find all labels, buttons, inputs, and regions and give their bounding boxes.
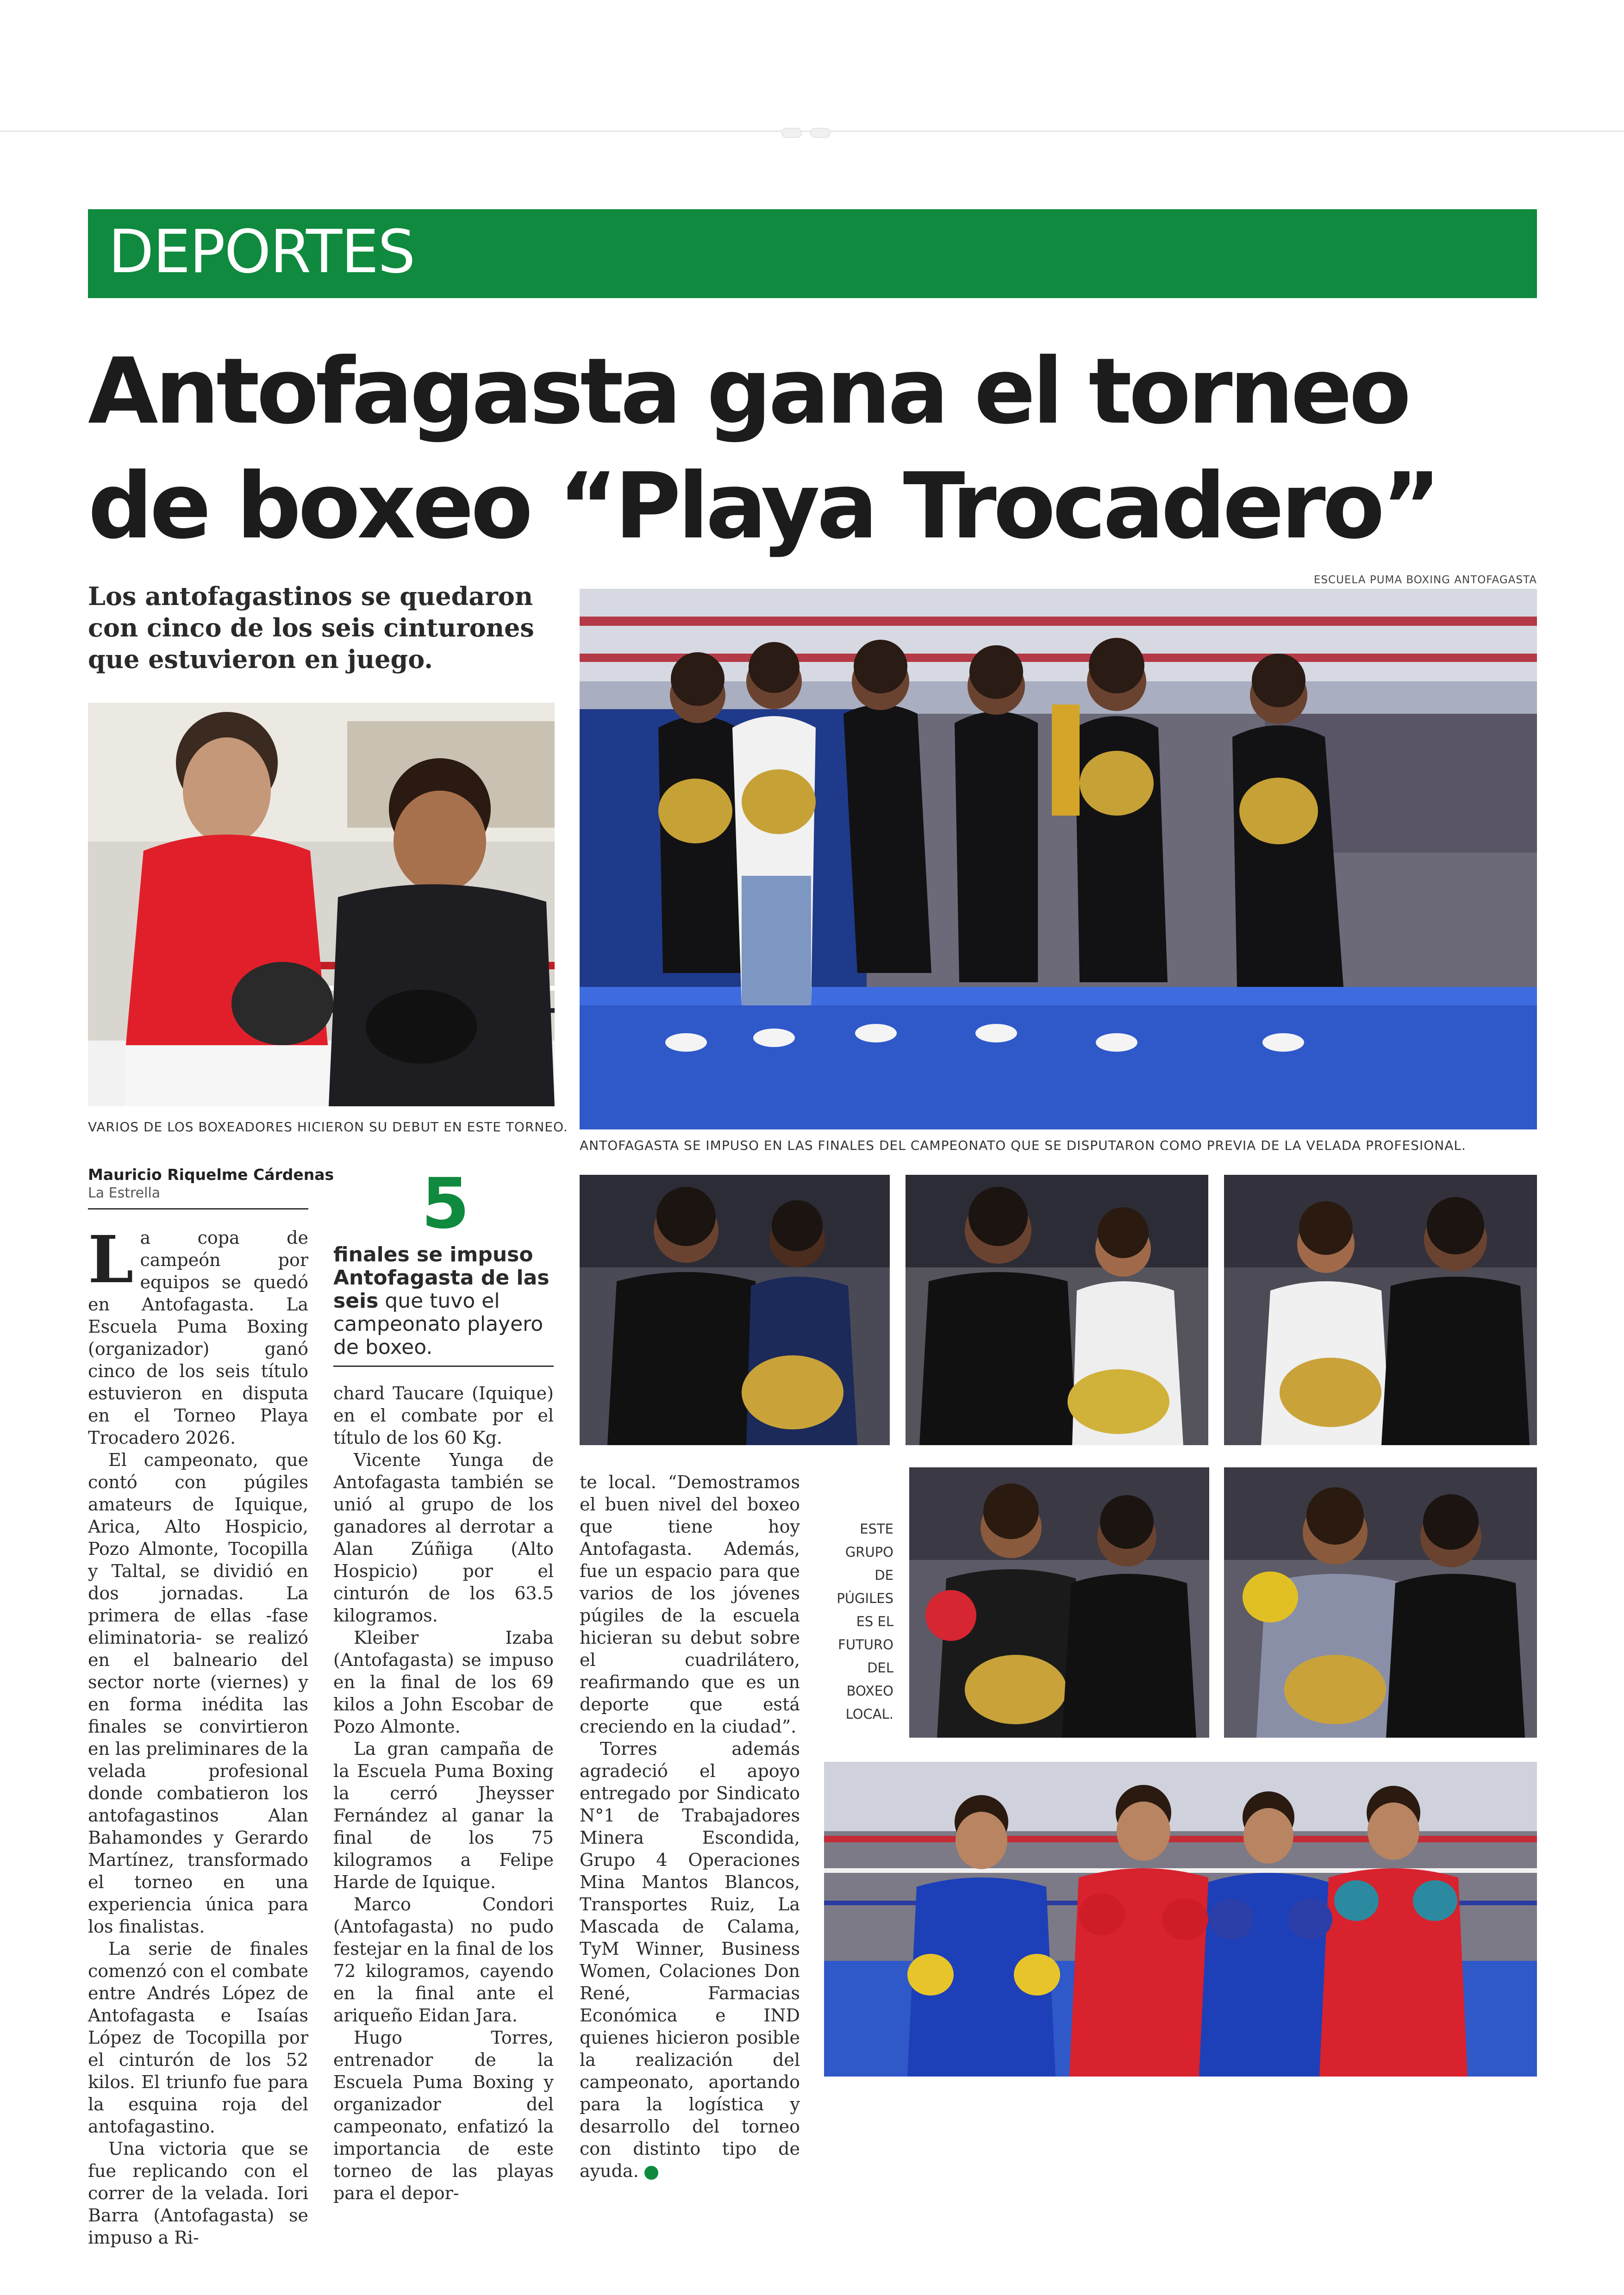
photo-youth-boxers [824,1762,1537,2077]
subheadline: Los antofagastinos se quedaron con cinco de los seis cinturones que estuvieron en juego. [88,581,534,674]
next-page-dot[interactable] [810,128,831,138]
photo-winner-kleiber [580,1175,890,1445]
article-column-1 [88,1222,308,2249]
caption-small-photo: VARIOS DE LOS BOXEADORES HICIERON SU DEBUT EN ESTE TORNEO. [88,1119,568,1135]
page-top-margin [0,0,1624,131]
pullquote-number: 5 [421,1164,470,1244]
photo-winner-andres [1224,1175,1537,1445]
caption-grid-photos: ESTE GRUPO DE PÚGILES ES EL FUTURO DEL BOXEO LOCAL. [837,1521,893,1722]
page-nav[interactable] [781,128,831,138]
photo-winner-vicente [909,1467,1209,1738]
article-paragraph: El campeonato, que contó con púgiles amateurs de Iquique, Arica, Alto Hospicio, Pozo Almonte, Tocopilla y Taltal, se dividió en dos jornadas. La primera de ellas -fase eliminatoria- se realizó en el balneario del sector norte (viernes) y en forma inédita las finales se convirtieron en las preliminares de la velada profesional donde combatieron los antofagastinos Alan Bahamondes y Gerardo Martínez, transformado el torneo en una experiencia única para los finalistas. [88,1450,308,1937]
article-paragraph: Torres además agradeció el apoyo entregado por Sindicato N°1 de Trabajadores Minera Escondida, Grupo 4 Operaciones Mina Mantos Blancos, Transportes Ruiz, La Mascada de Calama, TyM Winner, Business Women, Colaciones Don René, Farmacias Económica e IND quienes hicieron posible la realización del campeonato, aportando para la logística y desarrollo del torneo con distinto tipo de ayuda. + [580,1739,800,2181]
article-paragraph: Kleiber Izaba (Antofagasta) se impuso en la final de los 69 kilos a John Escobar de Pozo Almonte. [333,1628,554,1737]
byline-divider [88,1208,308,1210]
article-paragraph: La serie de finales comenzó con el combate entre Andrés López de Antofagasta e Isaías López de Tocopilla por el cinturón de los 52 kilos. El triunfo fue para la esquina roja del antofagastino. [88,1939,308,2137]
pullquote-divider [333,1366,554,1367]
headline: Antofagasta gana el torneo de boxeo “Playa Trocadero” [88,339,1438,559]
article-paragraph: La gran campaña de la Escuela Puma Boxing la cerró Jheysser Fernández al ganar la final de los 75 kilogramos a Felipe Harde de Iquique. [333,1739,554,1892]
caption-main-photo: ANTOFAGASTA SE IMPUSO EN LAS FINALES DEL CAMPEONATO QUE SE DISPUTARON COMO PREVIA DE LA VELADA PROFESIONAL. [580,1138,1466,1153]
photo-team-winners [580,589,1537,1129]
article-paragraph: La copa de campeón por equipos se quedó en Antofagasta. La Escuela Puma Boxing (organizador) ganó cinco de los seis título estuvieron en disputa en el Torneo Playa Trocadero 2026. [88,1222,308,1448]
article-column-2 [333,1382,554,2204]
article-paragraph: chard Taucare (Iquique) en el combate por el título de los 60 Kg. [333,1383,554,1448]
byline-author: Mauricio Riquelme Cárdenas [88,1166,334,1184]
section-title: DEPORTES [108,218,415,287]
photo-winner-iori [906,1175,1208,1445]
article-paragraph: Una victoria que se fue replicando con el correr de la velada. Iori Barra (Antofagasta) se impuso a Ri- [88,2139,308,2248]
section-header [88,209,1537,298]
article-paragraph: te local. “Demostramos el buen nivel del boxeo que tiene hoy Antofagasta. Además, fue un espacio para que varios de los jóvenes púgiles de la escuela hicieran su debut sobre el cuadrilátero, reafirmando que es un deporte que está creciendo en la ciudad”. [580,1472,800,1737]
article-column-3 [580,1471,800,2182]
photo-credit: ESCUELA PUMA BOXING ANTOFAGASTA [1313,574,1537,586]
photo-boxer-and-trainer [88,703,555,1106]
end-of-article-icon: + [644,2166,658,2180]
photo-winner-jheysser [1224,1467,1537,1738]
dropcap: L [88,1222,134,1298]
article-paragraph: Marco Condori (Antofagasta) no pudo festejar en la final de los 72 kilogramos, cayendo en la final ante el ariqueño Eidan Jara. [333,1894,554,2026]
byline-publication: La Estrella [88,1185,161,1201]
article-paragraph: Vicente Yunga de Antofagasta también se unió al grupo de los ganadores al derrotar a Alan Zúñiga (Alto Hospicio) por el cinturón de los 63.5 kilogramos. [333,1450,554,1626]
prev-page-dot[interactable] [781,128,802,138]
pullquote-text: finales se impuso Antofagasta de las seis que tuvo el campeonato playero de boxeo. [333,1243,550,1359]
article-paragraph: Hugo Torres, entrenador de la Escuela Puma Boxing y organizador del campeonato, enfatizó la importancia de este torneo de las playas para el depor- [333,2027,554,2203]
